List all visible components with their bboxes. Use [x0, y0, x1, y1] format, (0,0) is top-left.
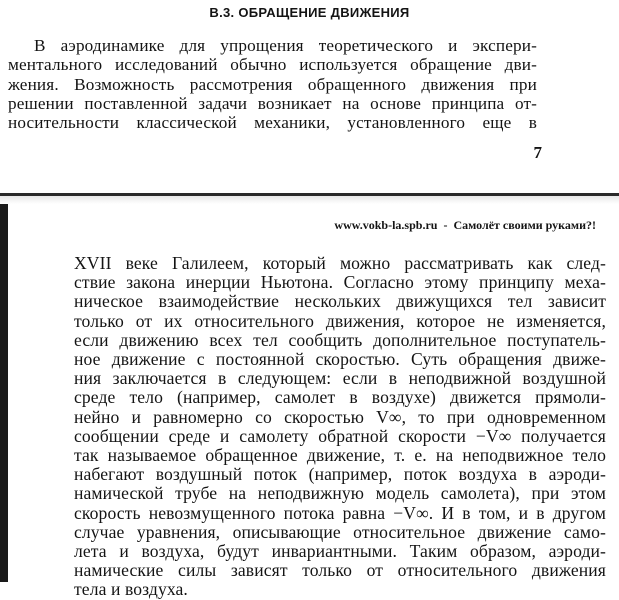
text-line: ное движение с постоянной скоростью. Суть обращения движе- — [74, 349, 606, 370]
text-line: ния заключается в следующем: если в неподвижной воздушной — [74, 368, 606, 389]
page-divider — [0, 192, 619, 204]
page-number: 7 — [533, 143, 542, 162]
scan-edge-border — [0, 204, 8, 582]
text-line: намической трубе на неподвижную модель самолета), при этом — [74, 483, 606, 504]
section-title: В.3. ОБРАЩЕНИЕ ДВИЖЕНИЯ — [209, 5, 410, 20]
text-line: лета и воздуха, будут инвариантными. Таким образом, аэроди- — [74, 541, 606, 562]
top-page-scan — [0, 0, 619, 192]
site-title: Самолёт своими руками?! — [453, 218, 596, 232]
site-header — [200, 218, 596, 233]
text-line: набегают воздушный поток (например, поток воздуха в аэроди- — [74, 464, 606, 485]
text-line: случае уравнения, описывающие относительное движение само- — [74, 521, 606, 542]
text-line: так называемое обращенное движение, т. е. на неподвижное тело — [74, 445, 606, 466]
text-line: среде тело (например, самолет в воздухе) движется прямоли- — [74, 387, 606, 408]
text-line: скорость невозмущенного потока равна −V∞. И в том, и в другом — [74, 502, 606, 523]
text-line: ническое взаимодействие нескольких движущихся тел зависит — [74, 291, 606, 312]
text-line: носительности классической механики, установленного еще в — [8, 113, 537, 133]
header-separator: - — [443, 218, 448, 232]
text-line: XVII веке Галилеем, который можно рассматривать как след- — [74, 253, 606, 273]
text-line: жения. Возможность рассмотрения обращенного движения при — [8, 74, 537, 94]
text-line: тела и воздуха. — [74, 579, 188, 600]
text-line: только от их относительного движения, которое не изменяется, — [74, 310, 606, 331]
text-line: если движению всех тел сообщить дополнительное поступатель- — [74, 329, 606, 350]
text-line: В аэродинамике для упрощения теоретического и экспери- — [34, 36, 537, 55]
text-line: нейно и равномерно со скоростью V∞, то при одновременном — [74, 406, 606, 427]
site-url: www.vokb-la.spb.ru — [334, 218, 438, 232]
text-line: ствие закона инерции Ньютона. Согласно этому принципу меха- — [74, 272, 606, 293]
bottom-paragraph — [74, 254, 606, 600]
top-paragraph — [8, 36, 537, 132]
text-line: намические силы зависят только от относительного движения — [74, 560, 606, 581]
text-line: ментального исследований обычно используется обращение дви- — [8, 55, 537, 75]
text-line: решении поставленной задачи возникает на основе принципа от- — [8, 93, 537, 113]
text-line: сообщении среде и самолету обратной скорости −V∞ получается — [74, 425, 606, 446]
